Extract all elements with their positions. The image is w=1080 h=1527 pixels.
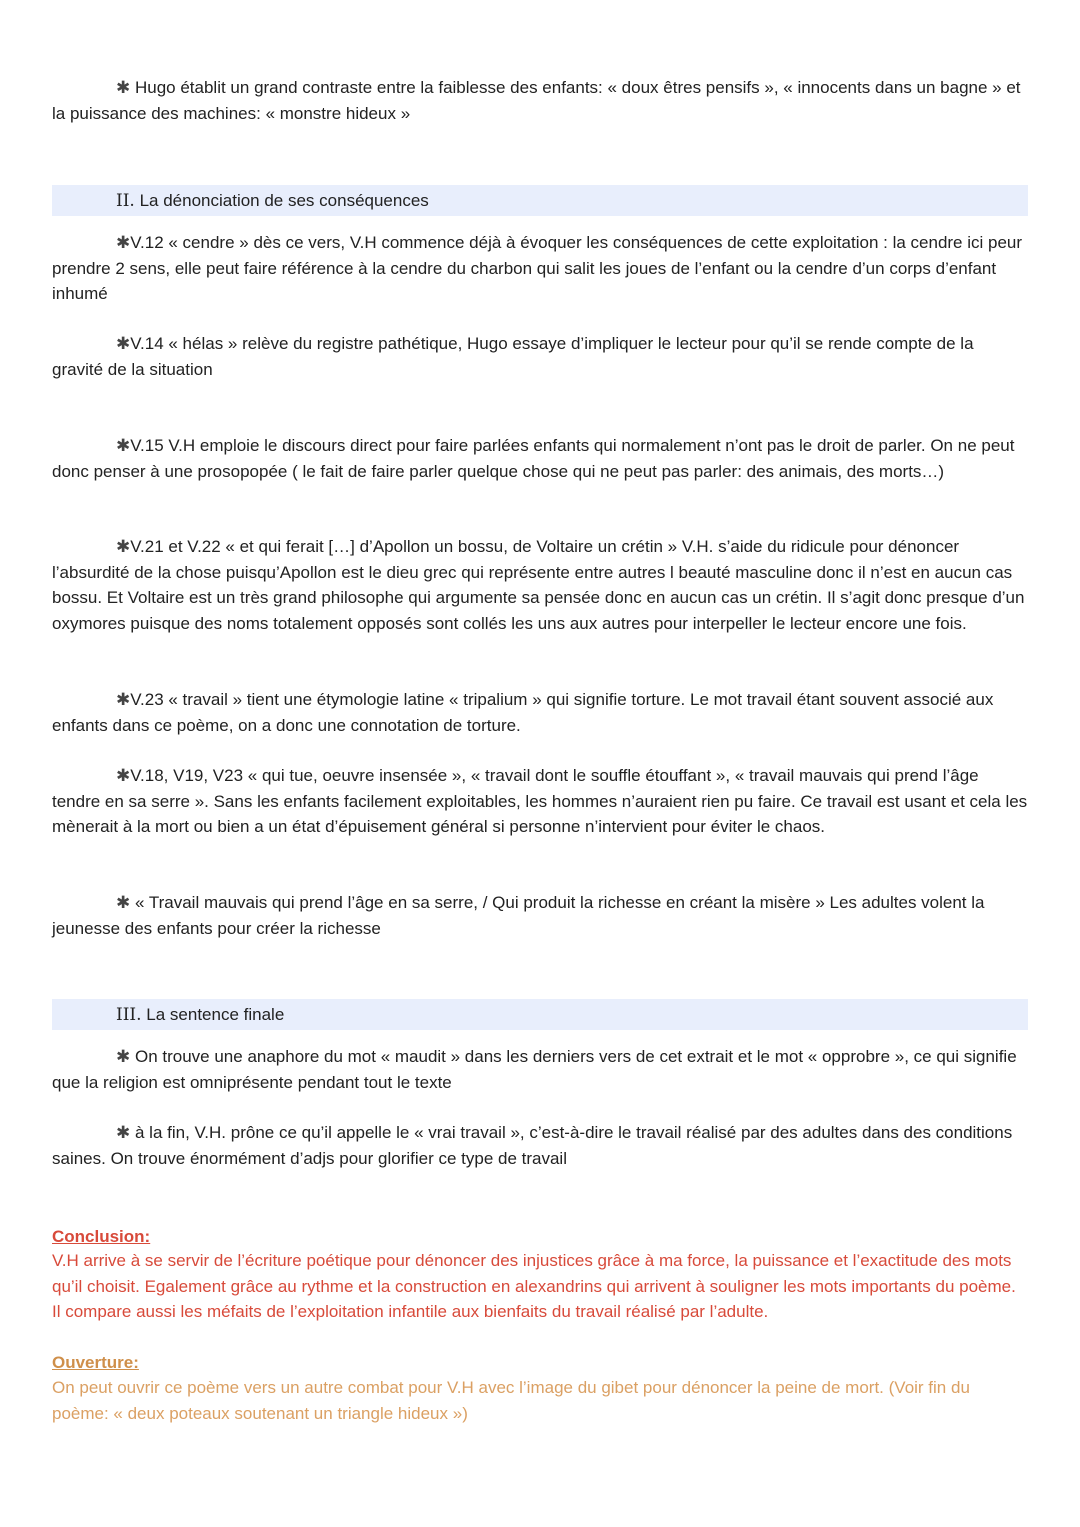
section-heading-2 xyxy=(52,185,1028,216)
asterisk-icon: ✱ xyxy=(116,690,131,709)
ouverture-title: Ouverture: xyxy=(52,1353,139,1372)
conclusion-title: Conclusion: xyxy=(52,1227,151,1246)
paragraph-v18-v19-v23: ✱V.18, V19, V23 « qui tue, oeuvre insensée », « travail dont le souffle étouffant », « travail mauvais qui prend l’âge tendre en sa serre ». Sans les enfants facilement exploitables, les hommes n’auraient rien pu faire. Ce travail est usant et cela les mènerait à la mort ou bien a un état d’épuisement général si personne n’intervient pour éviter le chaos. xyxy=(52,766,1028,836)
paragraph-v14: ✱V.14 « hélas » relève du registre pathétique, Hugo essaye d’impliquer le lecteur pour qu’il se rende compte de la gravité de la situation xyxy=(52,334,974,379)
asterisk-icon: ✱ xyxy=(116,893,131,912)
paragraph-travail-mauvais: ✱ « Travail mauvais qui prend l’âge en sa serre, / Qui produit la richesse en créant la misère » Les adultes volent la jeunesse des enfants pour créer la richesse xyxy=(52,893,985,938)
asterisk-icon: ✱ xyxy=(116,233,131,252)
section-number: II. xyxy=(116,191,135,211)
section-title: La sentence finale xyxy=(146,1005,285,1024)
asterisk-icon: ✱ xyxy=(116,78,131,97)
section-heading-3 xyxy=(52,999,1028,1030)
paragraph-vrai-travail: ✱ à la fin, V.H. prône ce qu’il appelle le « vrai travail », c’est-à-dire le travail réalisé par des adultes dans des conditions saines. On trouve énormément d’adjs pour glorifier ce type de travail xyxy=(52,1123,1013,1168)
conclusion-text: V.H arrive à se servir de l’écriture poétique pour dénoncer des injustices grâce à ma force, la puissance et l’exactitude des mots qu’il choisit. Egalement grâce au rythme et la construction en alexandrins qui arrivent à souligner les mots importants du poème. Il compare aussi les méfaits de l’exploitation infantile aux bienfaits du travail réalisé par l’adulte. xyxy=(52,1251,1016,1321)
asterisk-icon: ✱ xyxy=(116,436,131,455)
paragraph-v23: ✱V.23 « travail » tient une étymologie latine « tripalium » qui signifie torture. Le mot travail étant souvent associé aux enfants dans ce poème, on a donc une connotation de torture. xyxy=(52,690,994,735)
asterisk-icon: ✱ xyxy=(116,766,131,785)
asterisk-icon: ✱ xyxy=(116,1047,131,1066)
paragraph-contrast: ✱ Hugo établit un grand contraste entre la faiblesse des enfants: « doux êtres pensifs », « innocents dans un bagne » et la puissance des machines: « monstre hideux » xyxy=(52,78,1021,123)
asterisk-icon: ✱ xyxy=(116,1123,131,1142)
paragraph-v21-v22: ✱V.21 et V.22 « et qui ferait […] d’Apollon un bossu, de Voltaire un crétin » V.H. s’aide du ridicule pour dénoncer l’absurdité de la chose puisqu’Apollon est le dieu grec qui représente entre autres l beauté masculine donc il n’est en aucun cas bossu. Et Voltaire est un très grand philosophe qui argumente sa pensée donc en aucun cas un crétin. Il s’agit donc presque d’un oxymores puisque des noms totalement opposés sont collés les uns aux autres pour interpeller le lecteur encore une fois. xyxy=(52,537,1025,633)
asterisk-icon: ✱ xyxy=(116,537,131,556)
paragraph-v12: ✱V.12 « cendre » dès ce vers, V.H commence déjà à évoquer les conséquences de cette exploitation : la cendre ici peur prendre 2 sens, elle peut faire référence à la cendre du charbon qui salit les joues de l’enfant ou la cendre d’un corps d’enfant inhumé xyxy=(52,233,1023,303)
paragraph-v15: ✱V.15 V.H emploie le discours direct pour faire parlées enfants qui normalement n’ont pas le droit de parler. On ne peut donc penser à une prosopopée ( le fait de faire parler quelque chose qui ne peut pas parler: des animais, des morts…) xyxy=(52,436,1015,481)
section-title: La dénonciation de ses conséquences xyxy=(139,191,429,210)
paragraph-anaphore: ✱ On trouve une anaphore du mot « maudit » dans les derniers vers de cet extrait et le mot « opprobre », ce qui signifie que la religion est omniprésente pendant tout le texte xyxy=(52,1047,1017,1092)
ouverture-text: On peut ouvrir ce poème vers un autre combat pour V.H avec l’image du gibet pour dénoncer la peine de mort. (Voir fin du poème: « deux poteaux soutenant un triangle hideux ») xyxy=(52,1378,970,1423)
section-number: III. xyxy=(116,1005,142,1025)
asterisk-icon: ✱ xyxy=(116,334,131,353)
